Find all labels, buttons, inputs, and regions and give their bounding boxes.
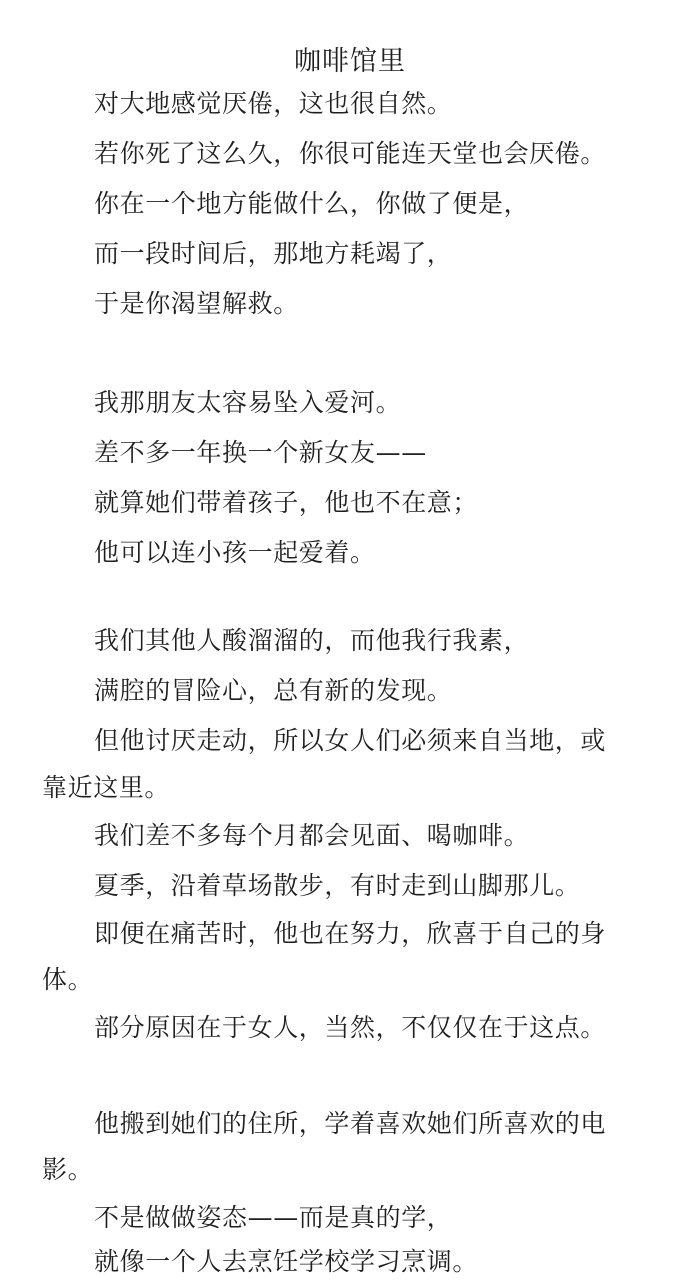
poem-line: 若你死了这么久，你很可能连天堂也会厌倦。: [94, 139, 607, 168]
poem-line: 他搬到她们的住所，学着喜欢她们所喜欢的电: [94, 1109, 607, 1138]
poem-line: 就像一个人去烹饪学校学习烹调。: [94, 1247, 479, 1276]
poem-line: 满腔的冒险心，总有新的发现。: [94, 676, 453, 705]
poem-title: 咖啡馆里: [294, 46, 406, 77]
poem-line: 但他讨厌走动，所以女人们必须来自当地，或: [94, 726, 607, 755]
poem-line: 我们差不多每个月都会见面、喝咖啡。: [94, 821, 530, 850]
poem-line-continuation: 影。: [42, 1155, 94, 1184]
poem-line: 对大地感觉厌倦，这也很自然。: [94, 89, 453, 118]
poem-line: 我那朋友太容易坠入爱河。: [94, 388, 402, 417]
poem-line: 于是你渴望解救。: [94, 289, 299, 318]
poem-line: 夏季，沿着草场散步，有时走到山脚那儿。: [94, 871, 581, 900]
poem-line: 即便在痛苦时，他也在努力，欣喜于自己的身: [94, 919, 607, 948]
poem-line: 就算她们带着孩子，他也不在意；: [94, 488, 479, 517]
poem-line: 你在一个地方能做什么，你做了便是，: [94, 189, 530, 218]
poem-line: 不是做做姿态——而是真的学，: [94, 1203, 453, 1232]
poem-line-continuation: 靠近这里。: [42, 773, 171, 802]
poem-line: 而一段时间后，那地方耗竭了，: [94, 239, 453, 268]
poem-line: 差不多一年换一个新女友——: [94, 438, 427, 467]
poem-line: 我们其他人酸溜溜的，而他我行我素，: [94, 626, 530, 655]
poem-line-continuation: 体。: [42, 965, 94, 994]
poem-line: 他可以连小孩一起爱着。: [94, 538, 376, 567]
poem-line: 部分原因在于女人，当然，不仅仅在于这点。: [94, 1013, 607, 1042]
